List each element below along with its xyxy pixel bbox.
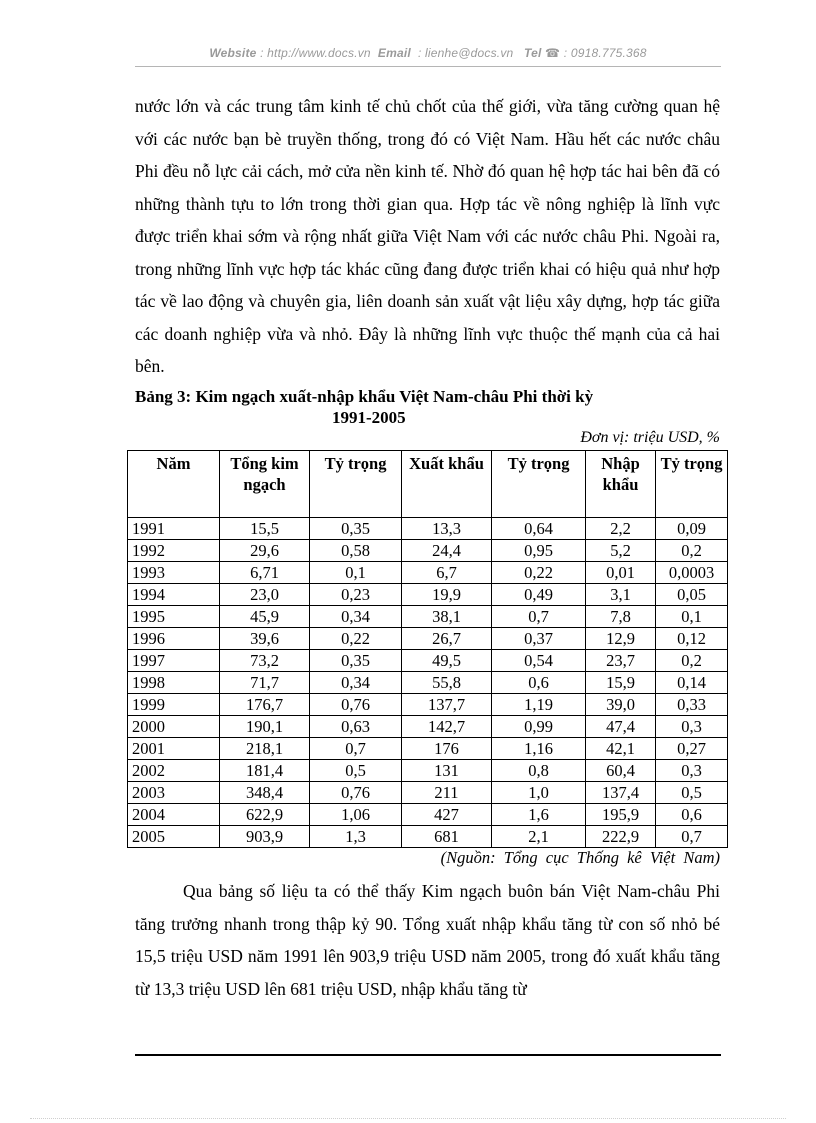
value-cell: 73,2 <box>220 650 310 672</box>
email-label: Email <box>377 46 411 60</box>
value-cell: 23,0 <box>220 584 310 606</box>
tel-label: Tel ☎ <box>524 46 561 60</box>
value-cell: 2,1 <box>492 826 586 848</box>
value-cell: 622,9 <box>220 804 310 826</box>
footer-divider <box>135 1054 721 1056</box>
value-cell: 6,71 <box>220 562 310 584</box>
value-cell: 13,3 <box>402 518 492 540</box>
year-cell: 1993 <box>128 562 220 584</box>
value-cell: 0,14 <box>656 672 728 694</box>
value-cell: 5,2 <box>586 540 656 562</box>
page-bottom-border <box>30 1118 786 1119</box>
value-cell: 0,22 <box>492 562 586 584</box>
year-cell: 1994 <box>128 584 220 606</box>
value-cell: 47,4 <box>586 716 656 738</box>
value-cell: 903,9 <box>220 826 310 848</box>
value-cell: 0,49 <box>492 584 586 606</box>
year-cell: 1998 <box>128 672 220 694</box>
value-cell: 1,16 <box>492 738 586 760</box>
table-row <box>128 760 728 782</box>
source-note: (Nguồn: Tổng cục Thống kê Việt Nam) <box>440 848 720 867</box>
value-cell: 24,4 <box>402 540 492 562</box>
value-cell: 0,76 <box>310 694 402 716</box>
table-row <box>128 628 728 650</box>
value-cell: 0,3 <box>656 760 728 782</box>
value-cell: 0,58 <box>310 540 402 562</box>
value-cell: 0,0003 <box>656 562 728 584</box>
value-cell: 0,05 <box>656 584 728 606</box>
email-value: : lienhe@docs.vn <box>417 46 514 60</box>
year-cell: 1996 <box>128 628 220 650</box>
value-cell: 49,5 <box>402 650 492 672</box>
value-cell: 0,76 <box>310 782 402 804</box>
value-cell: 0,27 <box>656 738 728 760</box>
table-row <box>128 562 728 584</box>
value-cell: 0,7 <box>656 826 728 848</box>
value-cell: 45,9 <box>220 606 310 628</box>
value-cell: 26,7 <box>402 628 492 650</box>
table-row <box>128 738 728 760</box>
value-cell: 681 <box>402 826 492 848</box>
year-cell: 2005 <box>128 826 220 848</box>
value-cell: 131 <box>402 760 492 782</box>
table-row <box>128 672 728 694</box>
column-header: Tỷ trọng <box>656 451 728 518</box>
column-header: Tổng kim ngạch <box>220 451 310 518</box>
value-cell: 181,4 <box>220 760 310 782</box>
year-cell: 1992 <box>128 540 220 562</box>
table-title <box>135 386 720 428</box>
value-cell: 0,33 <box>656 694 728 716</box>
value-cell: 0,7 <box>492 606 586 628</box>
value-cell: 42,1 <box>586 738 656 760</box>
body-paragraph-1: nước lớn và các trung tâm kinh tế chủ chốt của thế giới, vừa tăng cường quan hệ với các nước bạn bè truyền thống, trong đó có Việt Nam. Hầu hết các nước châu Phi đều nỗ lực cải cách, mở cửa nền kinh tế. Nhờ đó quan hệ hợp tác hai bên đã có những thành tựu to lớn trong thời gian qua. Hợp tác về nông nghiệp là lĩnh vực được triển khai sớm và rộng nhất giữa Việt Nam với các nước châu Phi. Ngoài ra, trong những lĩnh vực hợp tác khác cũng đang được triển khai có hiệu quả như hợp tác về lao động và chuyên gia, liên doanh sản xuất vật liệu xây dựng, hợp tác giữa các doanh nghiệp vừa và nhỏ. Đây là những lĩnh vực thuộc thế mạnh của cả hai bên. <box>135 96 720 376</box>
value-cell: 1,3 <box>310 826 402 848</box>
table-row <box>128 584 728 606</box>
value-cell: 0,1 <box>656 606 728 628</box>
table-row <box>128 606 728 628</box>
value-cell: 0,22 <box>310 628 402 650</box>
year-cell: 2002 <box>128 760 220 782</box>
table-title-line-1: Bảng 3: Kim ngạch xuất-nhập khẩu Việt Nam-châu Phi thời kỳ <box>135 387 594 406</box>
value-cell: 348,4 <box>220 782 310 804</box>
value-cell: 0,99 <box>492 716 586 738</box>
value-cell: 176 <box>402 738 492 760</box>
value-cell: 23,7 <box>586 650 656 672</box>
value-cell: 211 <box>402 782 492 804</box>
value-cell: 6,7 <box>402 562 492 584</box>
value-cell: 0,5 <box>310 760 402 782</box>
value-cell: 0,35 <box>310 650 402 672</box>
value-cell: 0,09 <box>656 518 728 540</box>
page-header <box>135 46 721 60</box>
table-row <box>128 518 728 540</box>
value-cell: 0,7 <box>310 738 402 760</box>
table-row <box>128 804 728 826</box>
table-title-line-2: 1991-2005 <box>332 408 406 427</box>
value-cell: 0,34 <box>310 606 402 628</box>
value-cell: 0,23 <box>310 584 402 606</box>
value-cell: 12,9 <box>586 628 656 650</box>
year-cell: 1999 <box>128 694 220 716</box>
value-cell: 0,2 <box>656 540 728 562</box>
website-value: : http://www.docs.vn <box>260 46 371 60</box>
column-header: Tỷ trọng <box>492 451 586 518</box>
year-cell: 1995 <box>128 606 220 628</box>
value-cell: 0,6 <box>656 804 728 826</box>
tel-value: : 0918.775.368 <box>563 46 647 60</box>
value-cell: 1,6 <box>492 804 586 826</box>
value-cell: 427 <box>402 804 492 826</box>
value-cell: 0,35 <box>310 518 402 540</box>
value-cell: 71,7 <box>220 672 310 694</box>
column-header: Xuất khẩu <box>402 451 492 518</box>
value-cell: 0,3 <box>656 716 728 738</box>
value-cell: 3,1 <box>586 584 656 606</box>
value-cell: 7,8 <box>586 606 656 628</box>
year-cell: 2000 <box>128 716 220 738</box>
value-cell: 0,5 <box>656 782 728 804</box>
value-cell: 218,1 <box>220 738 310 760</box>
value-cell: 142,7 <box>402 716 492 738</box>
value-cell: 0,1 <box>310 562 402 584</box>
table-row <box>128 694 728 716</box>
value-cell: 0,12 <box>656 628 728 650</box>
value-cell: 2,2 <box>586 518 656 540</box>
value-cell: 0,2 <box>656 650 728 672</box>
value-cell: 0,95 <box>492 540 586 562</box>
unit-note: Đơn vị: triệu USD, % <box>580 429 720 446</box>
column-header: Năm <box>128 451 220 518</box>
year-cell: 2004 <box>128 804 220 826</box>
value-cell: 137,7 <box>402 694 492 716</box>
table-row <box>128 782 728 804</box>
year-cell: 1997 <box>128 650 220 672</box>
column-header: Nhập khẩu <box>586 451 656 518</box>
value-cell: 0,63 <box>310 716 402 738</box>
value-cell: 0,01 <box>586 562 656 584</box>
header-divider <box>135 66 721 67</box>
value-cell: 195,9 <box>586 804 656 826</box>
value-cell: 39,6 <box>220 628 310 650</box>
value-cell: 222,9 <box>586 826 656 848</box>
value-cell: 137,4 <box>586 782 656 804</box>
table-header-row <box>128 451 728 518</box>
value-cell: 55,8 <box>402 672 492 694</box>
value-cell: 39,0 <box>586 694 656 716</box>
table-row <box>128 540 728 562</box>
website-label: Website <box>209 46 257 60</box>
body-paragraph-2: Qua bảng số liệu ta có thể thấy Kim ngạch buôn bán Việt Nam-châu Phi tăng trưởng nhanh trong thập kỷ 90. Tổng xuất nhập khẩu tăng từ con số nhỏ bé 15,5 triệu USD năm 1991 lên 903,9 triệu USD năm 2005, trong đó xuất khẩu tăng từ 13,3 triệu USD lên 681 triệu USD, nhập khẩu tăng từ <box>135 881 720 999</box>
value-cell: 0,54 <box>492 650 586 672</box>
value-cell: 1,0 <box>492 782 586 804</box>
value-cell: 0,64 <box>492 518 586 540</box>
value-cell: 38,1 <box>402 606 492 628</box>
column-header: Tỷ trọng <box>310 451 402 518</box>
value-cell: 1,19 <box>492 694 586 716</box>
trade-table <box>127 450 728 848</box>
value-cell: 29,6 <box>220 540 310 562</box>
value-cell: 0,37 <box>492 628 586 650</box>
value-cell: 0,8 <box>492 760 586 782</box>
value-cell: 1,06 <box>310 804 402 826</box>
year-cell: 2003 <box>128 782 220 804</box>
value-cell: 176,7 <box>220 694 310 716</box>
year-cell: 1991 <box>128 518 220 540</box>
value-cell: 15,5 <box>220 518 310 540</box>
table-row <box>128 716 728 738</box>
value-cell: 0,34 <box>310 672 402 694</box>
table-row <box>128 826 728 848</box>
value-cell: 15,9 <box>586 672 656 694</box>
table-row <box>128 650 728 672</box>
value-cell: 60,4 <box>586 760 656 782</box>
value-cell: 0,6 <box>492 672 586 694</box>
value-cell: 19,9 <box>402 584 492 606</box>
year-cell: 2001 <box>128 738 220 760</box>
value-cell: 190,1 <box>220 716 310 738</box>
